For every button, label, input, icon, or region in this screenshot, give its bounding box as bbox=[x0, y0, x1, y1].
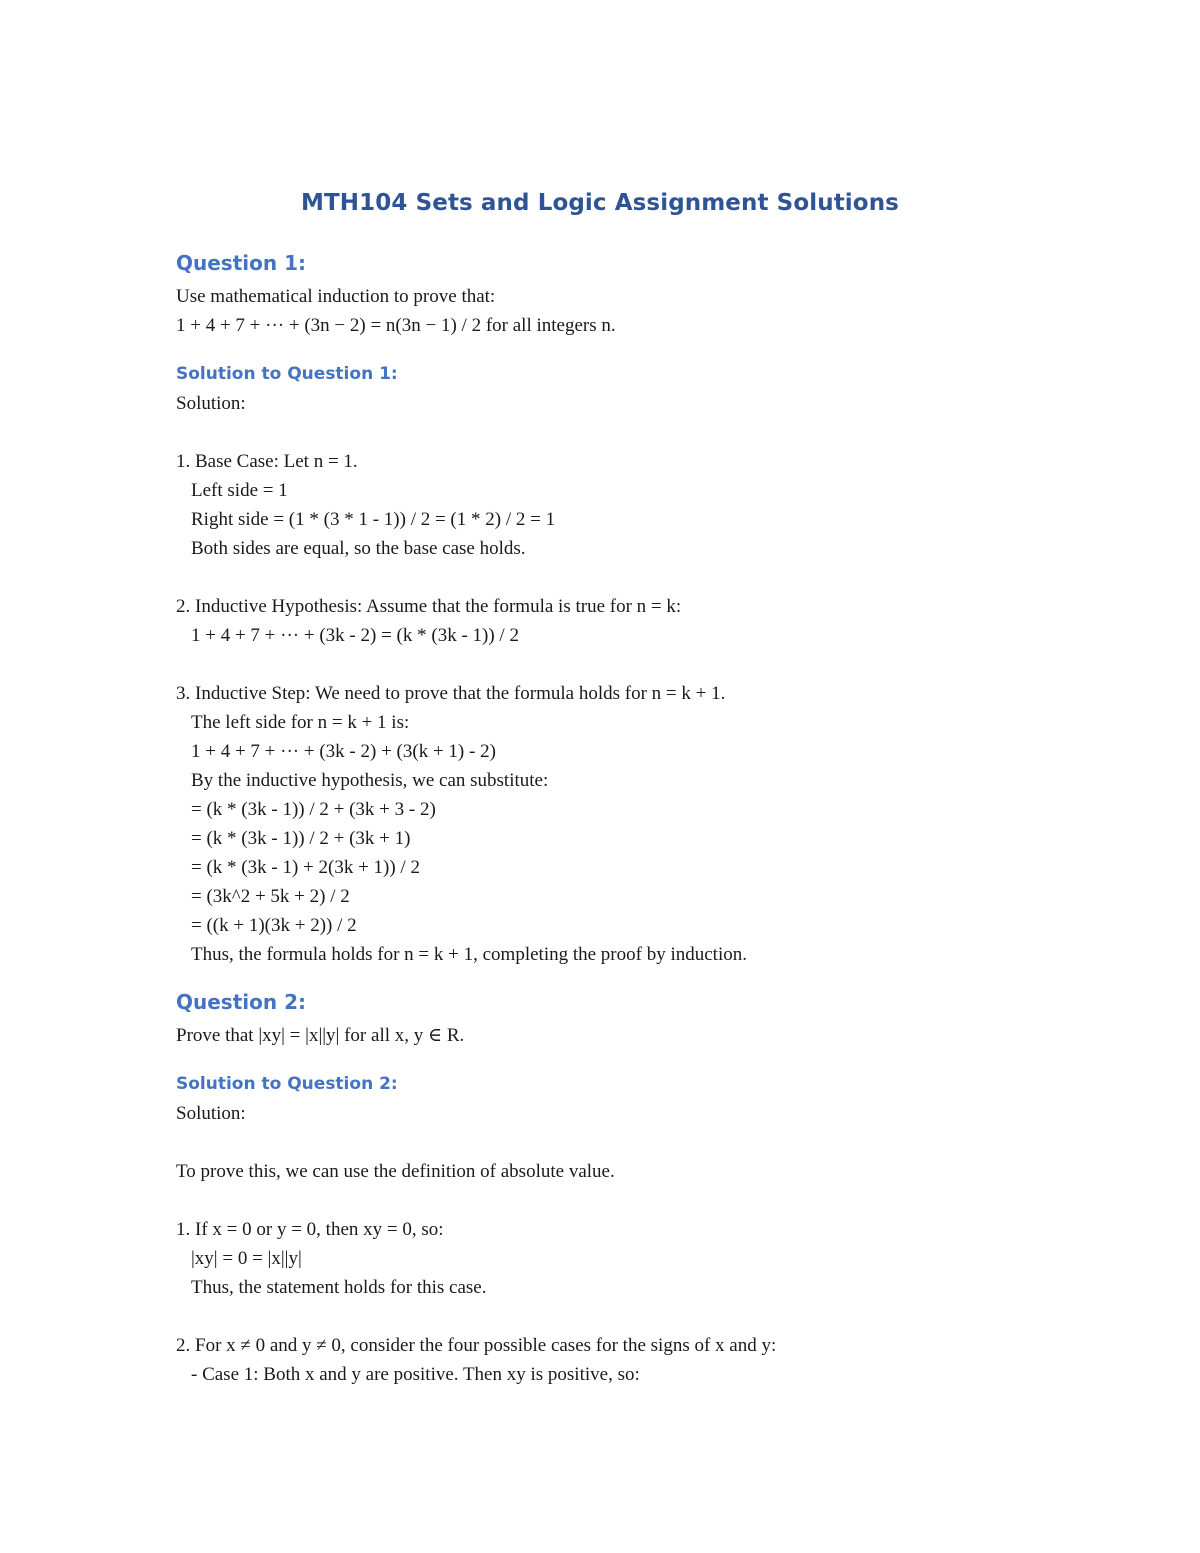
inductive-step-line: The left side for n = k + 1 is: bbox=[191, 712, 410, 733]
nonzero-case-heading: 2. For x ≠ 0 and y ≠ 0, consider the four possible cases for the signs of x and y: bbox=[176, 1335, 777, 1356]
solution-2-label: Solution: bbox=[176, 1103, 246, 1124]
question-2-text-line: Prove that |xy| = |x||y| for all x, y ∈ R. bbox=[176, 1025, 465, 1046]
question-1-formula-line: 1 + 4 + 7 + ··· + (3n − 2) = n(3n − 1) / 2 for all integers n. bbox=[176, 315, 616, 336]
zero-case-heading: 1. If x = 0 or y = 0, then xy = 0, so: bbox=[176, 1219, 444, 1240]
solution-2-intro: To prove this, we can use the definition of absolute value. bbox=[176, 1161, 615, 1182]
zero-case-line: |xy| = 0 = |x||y| bbox=[191, 1248, 302, 1269]
base-case-line: Left side = 1 bbox=[191, 480, 288, 501]
base-case-line: Right side = (1 * (3 * 1 - 1)) / 2 = (1 * 2) / 2 = 1 bbox=[191, 509, 556, 530]
solution-2-heading: Solution to Question 2: bbox=[176, 1074, 398, 1094]
inductive-step-line: = (k * (3k - 1)) / 2 + (3k + 3 - 2) bbox=[191, 799, 436, 820]
inductive-hypothesis-heading: 2. Inductive Hypothesis: Assume that the formula is true for n = k: bbox=[176, 596, 682, 617]
question-2-heading: Question 2: bbox=[176, 990, 306, 1014]
inductive-step-line: Thus, the formula holds for n = k + 1, completing the proof by induction. bbox=[191, 944, 747, 965]
nonzero-case-line: - Case 1: Both x and y are positive. Then xy is positive, so: bbox=[191, 1364, 640, 1385]
zero-case-line: Thus, the statement holds for this case. bbox=[191, 1277, 487, 1298]
base-case-heading: 1. Base Case: Let n = 1. bbox=[176, 451, 358, 472]
solution-1-heading: Solution to Question 1: bbox=[176, 364, 398, 384]
question-1-text-line: Use mathematical induction to prove that: bbox=[176, 286, 496, 307]
document-body bbox=[176, 248, 1076, 1389]
inductive-step-line: 1 + 4 + 7 + ··· + (3k - 2) + (3(k + 1) - 2) bbox=[191, 741, 496, 762]
base-case-line: Both sides are equal, so the base case holds. bbox=[191, 538, 526, 559]
inductive-hypothesis-line: 1 + 4 + 7 + ··· + (3k - 2) = (k * (3k - 1)) / 2 bbox=[191, 625, 519, 646]
solution-1-label: Solution: bbox=[176, 393, 246, 414]
inductive-step-line: = ((k + 1)(3k + 2)) / 2 bbox=[191, 915, 357, 936]
inductive-step-line: = (k * (3k - 1) + 2(3k + 1)) / 2 bbox=[191, 857, 420, 878]
inductive-step-heading: 3. Inductive Step: We need to prove that the formula holds for n = k + 1. bbox=[176, 683, 726, 704]
inductive-step-line: = (k * (3k - 1)) / 2 + (3k + 1) bbox=[191, 828, 411, 849]
document-title: MTH104 Sets and Logic Assignment Solutions bbox=[301, 190, 899, 216]
question-1-heading: Question 1: bbox=[176, 251, 306, 275]
inductive-step-line: = (3k^2 + 5k + 2) / 2 bbox=[191, 886, 350, 907]
inductive-step-line: By the inductive hypothesis, we can substitute: bbox=[191, 770, 549, 791]
